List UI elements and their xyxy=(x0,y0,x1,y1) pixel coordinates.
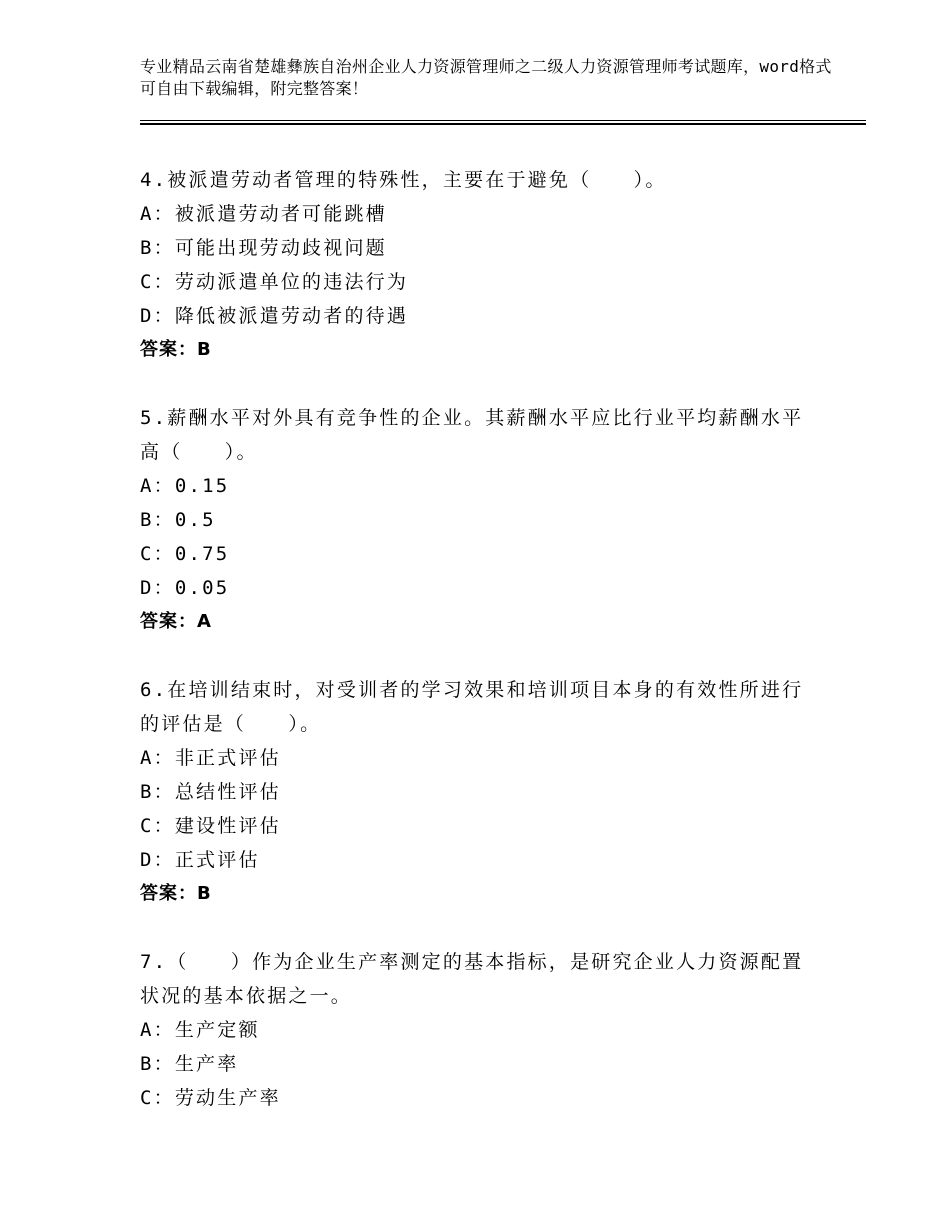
answer-label: 答案：B xyxy=(140,883,212,904)
option-c: C：建设性评估 xyxy=(140,815,281,837)
document-header: 专业精品云南省楚雄彝族自治州企业人力资源管理师之二级人力资源管理师考试题库，word格式可自由下载编辑，附完整答案！ xyxy=(140,57,832,98)
answer-label: 答案：A xyxy=(140,611,212,632)
option-c: C：劳动派遣单位的违法行为 xyxy=(140,271,409,293)
option-b: B：0.5 xyxy=(140,509,216,531)
question-stem: 4.被派遣劳动者管理的特殊性，主要在于避免（ ）。 xyxy=(140,169,667,191)
question-list xyxy=(140,163,840,1149)
option-c: C：0.75 xyxy=(140,543,230,565)
option-b: B：可能出现劳动歧视问题 xyxy=(140,237,387,259)
header-divider xyxy=(140,120,866,125)
option-a: A：非正式评估 xyxy=(140,747,281,769)
option-d: D：降低被派遣劳动者的待遇 xyxy=(140,305,409,327)
question-stem: 7.（ ）作为企业生产率测定的基本指标，是研究企业人力资源配置状况的基本依据之一。 xyxy=(140,951,804,1007)
option-d: D：正式评估 xyxy=(140,849,260,871)
question-7 xyxy=(140,945,840,1115)
option-a: A：生产定额 xyxy=(140,1019,260,1041)
option-c: C：劳动生产率 xyxy=(140,1087,281,1109)
question-6 xyxy=(140,673,840,911)
question-4 xyxy=(140,163,840,367)
option-b: B：总结性评估 xyxy=(140,781,281,803)
question-5 xyxy=(140,401,840,639)
answer-label: 答案：B xyxy=(140,339,212,360)
option-b: B：生产率 xyxy=(140,1053,239,1075)
option-d: D：0.05 xyxy=(140,577,230,599)
option-a: A：0.15 xyxy=(140,475,230,497)
question-stem: 6.在培训结束时，对受训者的学习效果和培训项目本身的有效性所进行的评估是（ ）。 xyxy=(140,679,804,735)
option-a: A：被派遣劳动者可能跳槽 xyxy=(140,203,387,225)
question-stem: 5.薪酬水平对外具有竞争性的企业。其薪酬水平应比行业平均薪酬水平高（ ）。 xyxy=(140,407,804,463)
